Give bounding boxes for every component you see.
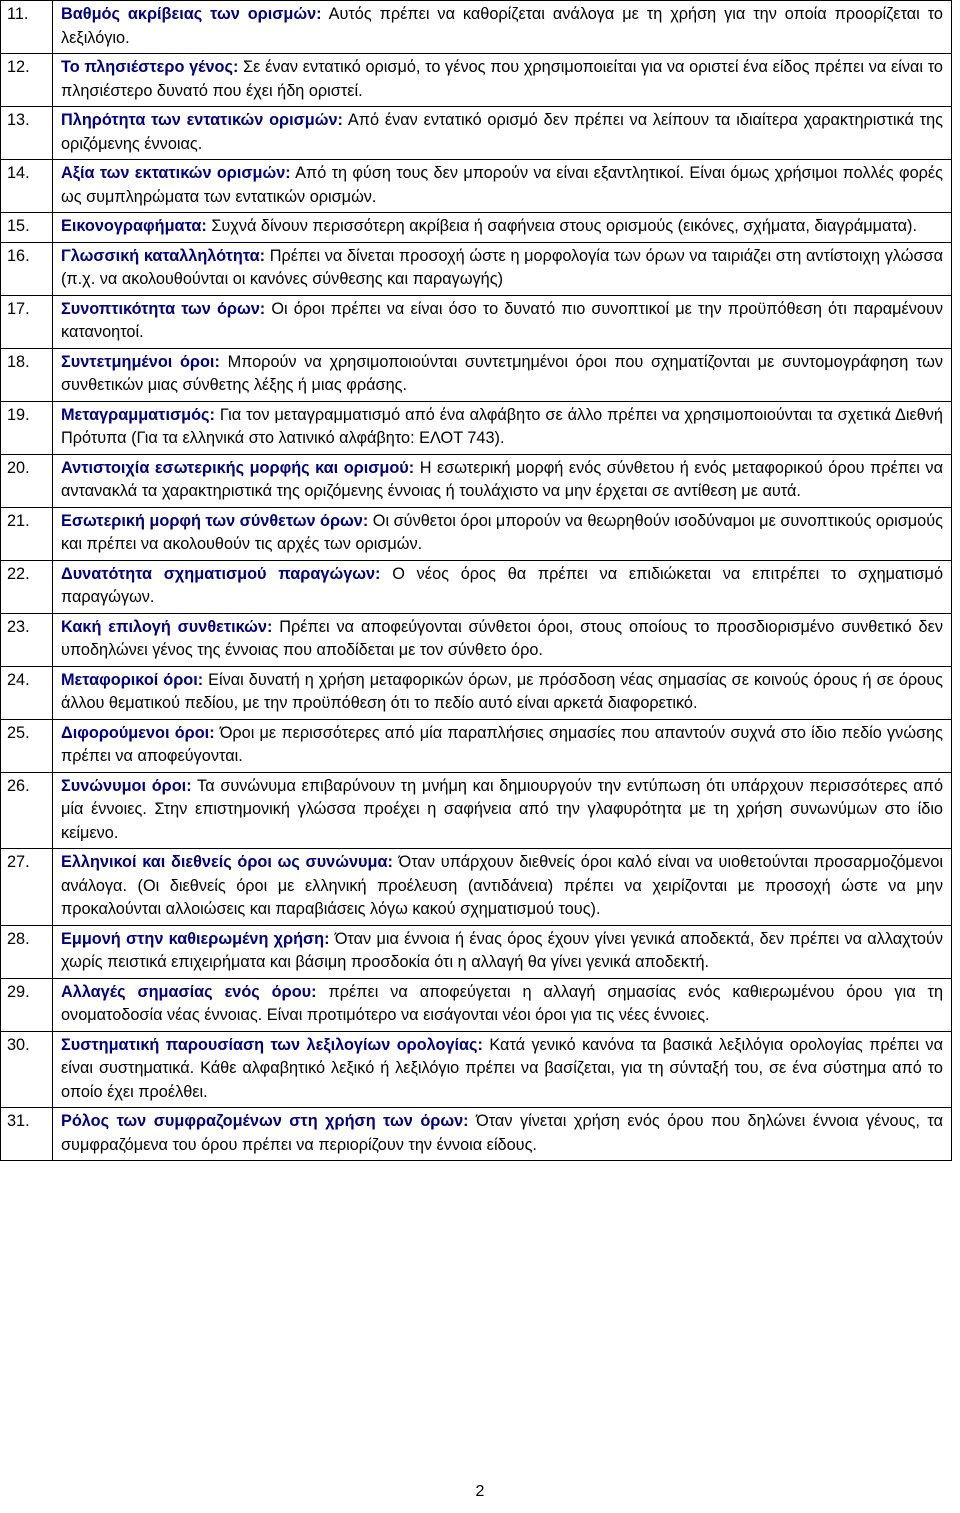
item-number: 12.	[1, 54, 53, 107]
item-text: Τα συνώνυμα επιβαρύνουν τη μνήμη και δημιουργούν την εντύπωση ότι υπάρχουν περισσότερες από μία έννοιες. Στην επιστημονική γλώσσα προέχει η σαφήνεια από την γλαφυρότητα με τη χρήση συνωνύμων στο ίδιο κείμενο.	[61, 776, 943, 842]
table-row	[1, 454, 952, 507]
item-number: 28.	[1, 925, 53, 978]
item-number: 31.	[1, 1108, 53, 1161]
item-number: 22.	[1, 560, 53, 613]
item-term: Εμμονή στην καθιερωμένη χρήση:	[61, 929, 330, 948]
item-number: 16.	[1, 242, 53, 295]
item-term: Βαθμός ακρίβειας των ορισμών:	[61, 5, 322, 23]
item-description	[53, 107, 952, 160]
item-text: Αυτός πρέπει να καθορίζεται ανάλογα με τη χρήση για την οποία προορίζεται το λεξιλόγιο.	[61, 5, 943, 47]
item-text: Η εσωτερική μορφή ενός σύνθετου ή ενός μεταφορικού όρου πρέπει να αντανακλά τα χαρακτηριστικά της οριζόμενης έννοιας ή τουλάχιστο να μην έρχεται σε αντίθεση με αυτά.	[61, 458, 943, 500]
item-description	[53, 719, 952, 772]
item-description	[53, 348, 952, 401]
item-description	[53, 454, 952, 507]
item-number: 23.	[1, 613, 53, 666]
item-text: Όταν υπάρχουν διεθνείς όροι καλό είναι να υιοθετούνται προσαρμοζόμενοι ανάλογα. (Οι διεθνείς όροι με ελληνική προέλευση (αντιδάνεια) πρέπει να χειρίζονται με προσοχή ώστε να μην προκαλούνται αλλοιώσεις και παραβιάσεις λόγω κακού σχηματισμού τους).	[61, 853, 943, 918]
item-text: Μπορούν να χρησιμοποιούνται συντετμημένοι όροι που σχηματίζονται με συντομογράφηση των συνθετικών μιας σύνθετης λέξης ή μιας φράσης.	[61, 352, 943, 394]
item-text: Σε έναν εντατικό ορισμό, το γένος που χρησιμοποιείται για να οριστεί ένα είδος πρέπει να είναι το πλησιέστερο δυνατό που έχει ήδη οριστεί.	[61, 58, 943, 100]
page-number: 2	[475, 1483, 485, 1500]
item-number: 17.	[1, 295, 53, 348]
item-description	[53, 160, 952, 213]
item-description	[53, 666, 952, 719]
table-row	[1, 160, 952, 213]
item-term: Μεταγραμματισμός:	[61, 405, 215, 424]
item-term: Αλλαγές σημασίας ενός όρου:	[61, 982, 317, 1001]
item-number: 30.	[1, 1031, 53, 1108]
item-term: Δυνατότητα σχηματισμού παραγώγων:	[61, 564, 381, 583]
table-row	[1, 925, 952, 978]
item-description	[53, 54, 952, 107]
item-number: 29.	[1, 978, 53, 1031]
item-text: Οι σύνθετοι όροι μπορούν να θεωρηθούν ισοδύναμοι με συνοπτικούς ορισμούς και πρέπει να ακολουθούν τις αρχές των ορισμών.	[61, 511, 943, 553]
item-description	[53, 1031, 952, 1108]
table-row	[1, 1, 952, 54]
table-row	[1, 1108, 952, 1161]
table-row	[1, 295, 952, 348]
item-number: 26.	[1, 772, 53, 849]
item-term: Αντιστοιχία εσωτερικής μορφής και ορισμού:	[61, 458, 415, 477]
item-description	[53, 560, 952, 613]
table-row	[1, 107, 952, 160]
item-description	[53, 1108, 952, 1161]
item-description	[53, 401, 952, 454]
item-number: 24.	[1, 666, 53, 719]
definitions-table-body	[1, 1, 952, 1161]
item-number: 11.	[1, 1, 53, 54]
table-row	[1, 507, 952, 560]
item-description	[53, 295, 952, 348]
item-term: Διφορούμενοι όροι:	[61, 723, 215, 742]
item-term: Κακή επιλογή συνθετικών:	[61, 617, 273, 636]
item-text: Οι όροι πρέπει να είναι όσο το δυνατό πιο συνοπτικοί με την προϋπόθεση ότι παραμένουν κατανοητοί.	[61, 299, 943, 341]
table-row	[1, 1031, 952, 1108]
table-row	[1, 772, 952, 849]
item-text: Για τον μεταγραμματισμό από ένα αλφάβητο σε άλλο πρέπει να χρησιμοποιούνται τα σχετικά Διεθνή Πρότυπα (Για τα ελληνικά στο λατινικό αλφάβητο: ΕΛΟΤ 743).	[61, 405, 943, 447]
table-row	[1, 719, 952, 772]
item-term: Γλωσσική καταλληλότητα:	[61, 246, 266, 265]
item-text: Από τη φύση τους δεν μπορούν να είναι εξαντλητικοί. Είναι όμως χρήσιμοι πολλές φορές ως συμπληρώματα των εντατικών ορισμών.	[61, 164, 943, 206]
item-description	[53, 772, 952, 849]
item-text: Όταν γίνεται χρήση ενός όρου που δηλώνει έννοια γένους, τα συμφραζόμενα του όρου πρέπει να περιορίζουν την έννοια είδους.	[61, 1112, 943, 1154]
table-row	[1, 401, 952, 454]
item-term: Εσωτερική μορφή των σύνθετων όρων:	[61, 511, 369, 530]
item-term: Εικονογραφήματα:	[61, 217, 207, 235]
table-row	[1, 560, 952, 613]
item-text: Πρέπει να δίνεται προσοχή ώστε η μορφολογία των όρων να ταιριάζει στη αντίστοιχη γλώσσα (π.χ. να ακολουθούνται οι κανόνες σύνθεσης και παραγωγής)	[61, 246, 943, 288]
item-description	[53, 978, 952, 1031]
item-number: 14.	[1, 160, 53, 213]
item-description	[53, 925, 952, 978]
item-number: 25.	[1, 719, 53, 772]
item-term: Συντετμημένοι όροι:	[61, 352, 220, 371]
item-term: Μεταφορικοί όροι:	[61, 670, 204, 689]
item-description	[53, 849, 952, 926]
item-term: Ρόλος των συμφραζομένων στη χρήση των όρων:	[61, 1112, 469, 1130]
table-row	[1, 213, 952, 243]
table-row	[1, 54, 952, 107]
table-row	[1, 242, 952, 295]
item-text: Ο νέος όρος θα πρέπει να επιδιώκεται να επιτρέπει το σχηματισμό παραγώγων.	[61, 564, 943, 606]
item-number: 20.	[1, 454, 53, 507]
table-row	[1, 978, 952, 1031]
item-description	[53, 613, 952, 666]
item-text: Συχνά δίνουν περισσότερη ακρίβεια ή σαφήνεια στους ορισμούς (εικόνες, σχήματα, διαγράμματα).	[206, 217, 918, 235]
item-description	[53, 213, 952, 243]
item-number: 19.	[1, 401, 53, 454]
item-term: Συστηματική παρουσίαση των λεξιλογίων ορολογίας:	[61, 1035, 483, 1054]
item-term: Πληρότητα των εντατικών ορισμών:	[61, 111, 343, 129]
item-number: 27.	[1, 849, 53, 926]
item-text: Από έναν εντατικό ορισμό δεν πρέπει να λείπουν τα ιδιαίτερα χαρακτηριστικά της οριζόμενης έννοιας.	[61, 111, 943, 153]
item-term: Το πλησιέστερο γένος:	[61, 58, 239, 76]
item-number: 18.	[1, 348, 53, 401]
table-row	[1, 348, 952, 401]
item-text: Πρέπει να αποφεύγονται σύνθετοι όροι, στους οποίους το προσδιορισμένο συνθετικό δεν υποδηλώνει γένος της έννοιας που αποδίδεται με τον σύνθετο όρο.	[61, 617, 943, 659]
item-text: Όταν μια έννοια ή ένας όρος έχουν γίνει γενικά αποδεκτά, δεν πρέπει να αλλαχτούν χωρίς πειστικά επιχειρήματα και βάσιμη προσδοκία ότι η αλλαγή θα γίνει γενικά αποδεκτή.	[61, 929, 944, 971]
table-row	[1, 849, 952, 926]
item-text: πρέπει να αποφεύγεται η αλλαγή σημασίας ενός καθιερωμένου όρου για τη ονοματοδοσία νέας έννοιας. Είναι προτιμότερο να εισάγονται νέοι όροι για τις νέες έννοιες.	[61, 982, 944, 1024]
item-description	[53, 242, 952, 295]
item-term: Συνοπτικότητα των όρων:	[61, 299, 266, 318]
item-term: Ελληνικοί και διεθνείς όροι ως συνώνυμα:	[61, 853, 393, 871]
item-number: 21.	[1, 507, 53, 560]
item-description	[53, 1, 952, 54]
item-number: 15.	[1, 213, 53, 243]
item-term: Αξία των εκτατικών ορισμών:	[61, 164, 291, 182]
table-row	[1, 613, 952, 666]
item-text: Όροι με περισσότερες από μία παραπλήσιες σημασίες που απαντούν συχνά στο ίδιο πεδίο γνώσης πρέπει να αποφεύγονται.	[61, 723, 943, 765]
item-number: 13.	[1, 107, 53, 160]
item-description	[53, 507, 952, 560]
item-text: Κατά γενικό κανόνα τα βασικά λεξιλόγια ορολογίας πρέπει να είναι συστηματικά. Κάθε αλφαβητικό λεξικό ή λεξιλόγιο πρέπει να βασίζεται, για τη σύνταξή του, σε ένα σύστημα από το οποίο έχει προέλθει.	[61, 1035, 943, 1101]
item-text: Είναι δυνατή η χρήση μεταφορικών όρων, με πρόσδοση νέας σημασίας σε κοινούς όρους ή σε όρους άλλου θεματικού πεδίου, με την προϋπόθεση ότι το πεδίο αυτό είναι αρκετά διαφορετικό.	[61, 670, 943, 712]
item-term: Συνώνυμοι όροι:	[61, 776, 192, 795]
table-row	[1, 666, 952, 719]
